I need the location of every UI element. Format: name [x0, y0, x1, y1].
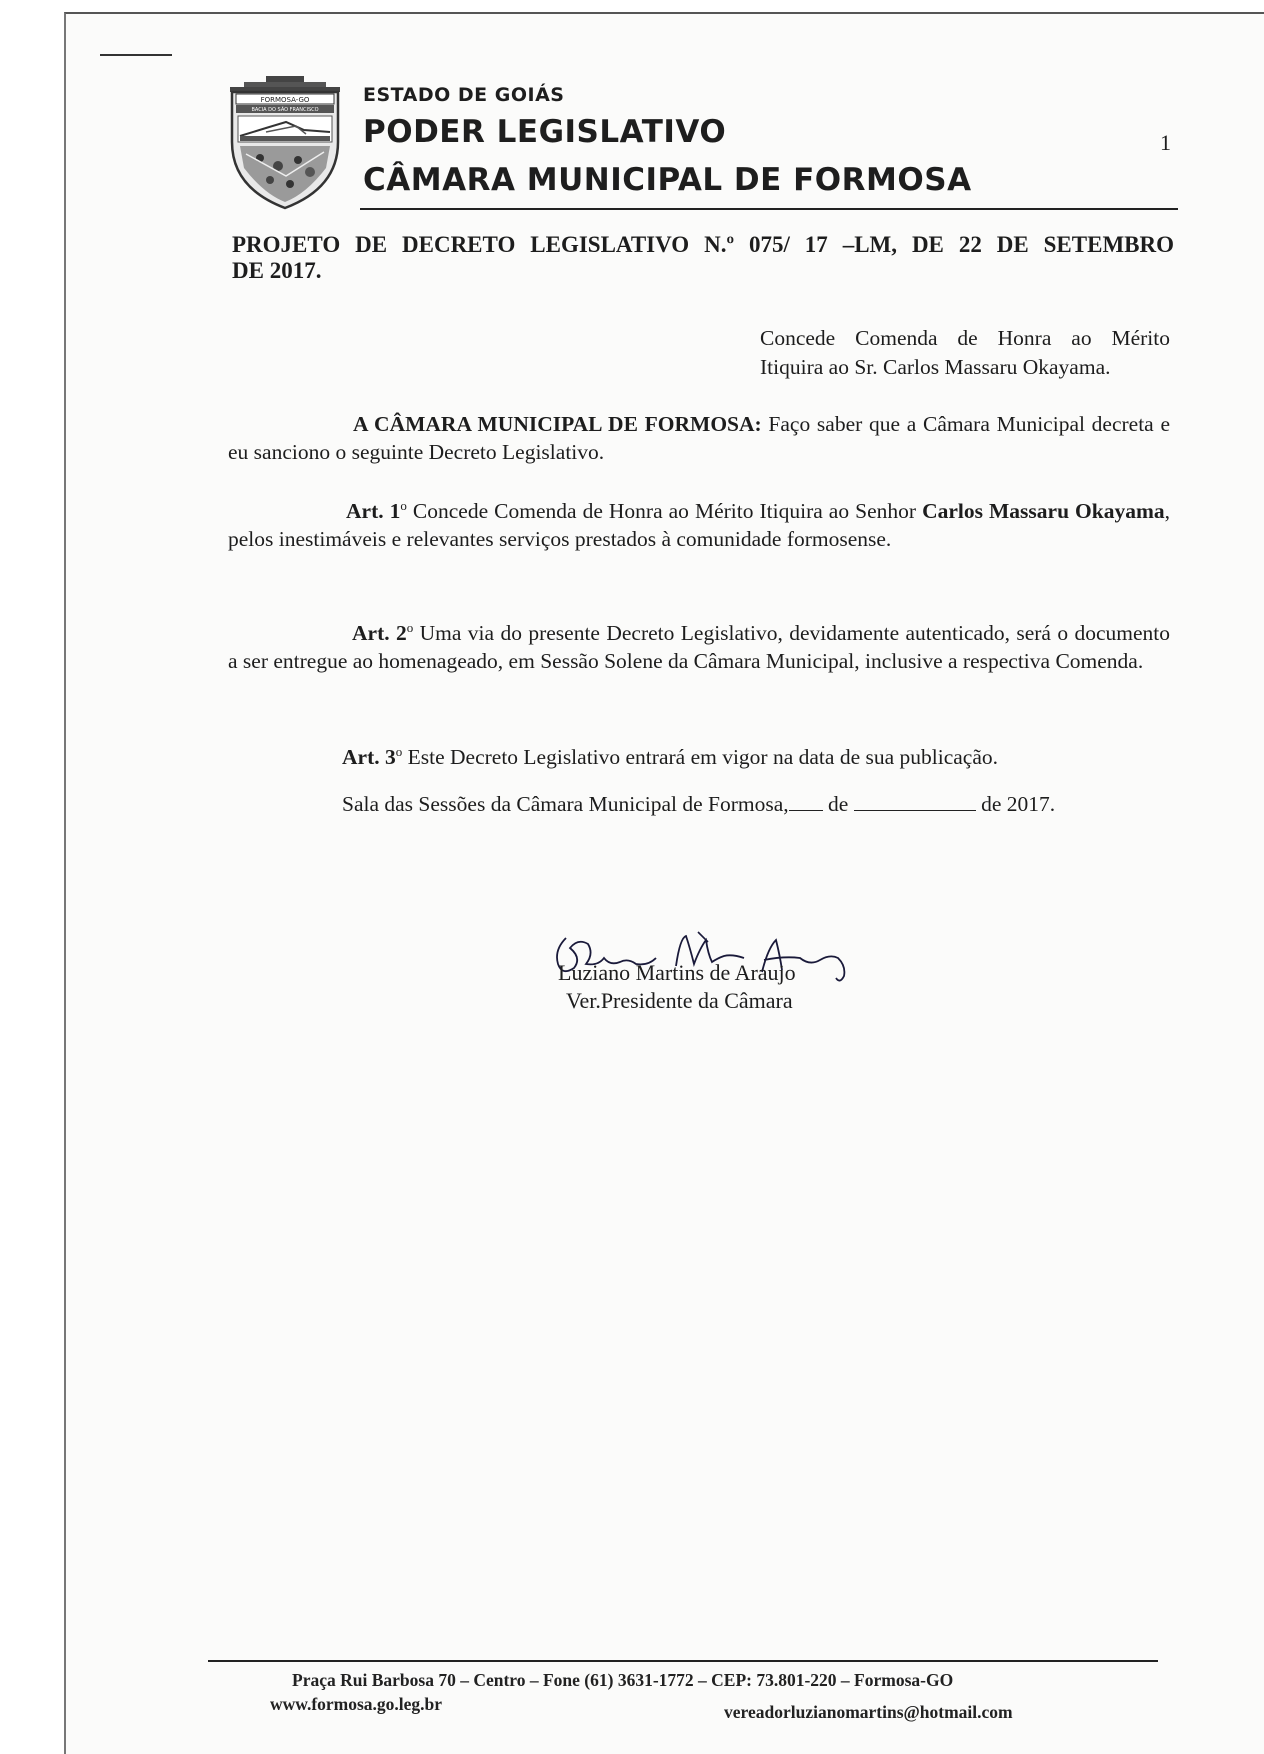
signatory-name: Luziano Martins de Araujo: [558, 960, 796, 985]
article-1: [228, 492, 1170, 553]
header-power: PODER LEGISLATIVO: [363, 114, 727, 150]
footer-website: www.formosa.go.leg.br: [270, 1694, 443, 1714]
article-1-label: Art. 1: [346, 499, 401, 524]
svg-text:BACIA DO SÃO FRANCISCO: BACIA DO SÃO FRANCISCO: [251, 107, 319, 113]
article-3: [228, 738, 1170, 771]
header-chamber: CÂMARA MUNICIPAL DE FORMOSA: [363, 162, 972, 198]
coat-of-arms-icon: [226, 76, 344, 210]
header-divider: [360, 208, 1178, 210]
honoree-name: Carlos Massaru Okayama: [922, 499, 1165, 524]
page-number: 1: [1160, 130, 1171, 155]
article-3-ordinal: o: [395, 744, 403, 759]
article-3-label: Art. 3: [342, 745, 396, 770]
article-2-ordinal: o: [406, 620, 414, 635]
svg-text:FORMOSA-GO: FORMOSA-GO: [260, 96, 310, 104]
closing-year: de 2017.: [975, 792, 1056, 816]
scan-mark: [100, 54, 172, 56]
preamble-text: Faço saber que a Câmara Municipal decreta e eu sanciono o seguinte Decreto Legislativo.: [228, 412, 1170, 464]
day-blank: [789, 792, 823, 811]
document-title-line1: PROJETO DE DECRETO LEGISLATIVO N.º 075/ 17 –LM, DE 22 DE SETEMBRO: [232, 232, 1174, 257]
article-1-text: Concede Comenda de Honra ao Mérito Itiquira ao Senhor: [406, 499, 923, 524]
article-2-text: Uma via do presente Decreto Legislativo, devidamente autenticado, será o documento a ser entregue ao homenageado, em Sessão Solene da Câmara Municipal, inclusive a respectiva Comenda.: [228, 621, 1171, 674]
month-blank: [854, 792, 976, 811]
ementa-line1: Concede Comenda de Honra ao Mérito: [760, 326, 1170, 350]
footer-email: vereadorluzianomartins@hotmail.com: [724, 1702, 1013, 1722]
closing-place: Sala das Sessões da Câmara Municipal de Formosa,: [342, 792, 789, 816]
footer-divider: [208, 1660, 1158, 1662]
footer-address: Praça Rui Barbosa 70 – Centro – Fone (61) 3631-1772 – CEP: 73.801-220 – Formosa-GO: [292, 1670, 954, 1690]
signatory-role: Ver.Presidente da Câmara: [566, 988, 793, 1013]
article-2-label: Art. 2: [352, 621, 407, 646]
preamble-paragraph: [228, 410, 1170, 466]
preamble-lead: A CÂMARA MUNICIPAL DE FORMOSA:: [353, 412, 762, 436]
article-2: [228, 614, 1170, 675]
closing-line: [228, 790, 1170, 818]
ementa: [760, 324, 1170, 382]
ementa-line2: Itiquira ao Sr. Carlos Massaru Okayama.: [760, 355, 1111, 379]
article-1-text-end: , pelos inestimáveis e relevantes serviços prestados à comunidade formosense.: [228, 499, 1171, 552]
closing-de: de: [822, 792, 854, 816]
document-title-line2: DE 2017.: [232, 258, 322, 283]
article-3-text: Este Decreto Legislativo entrará em vigor na data de sua publicação.: [402, 745, 999, 770]
header-state: ESTADO DE GOIÁS: [363, 84, 565, 106]
article-1-ordinal: o: [400, 498, 407, 513]
